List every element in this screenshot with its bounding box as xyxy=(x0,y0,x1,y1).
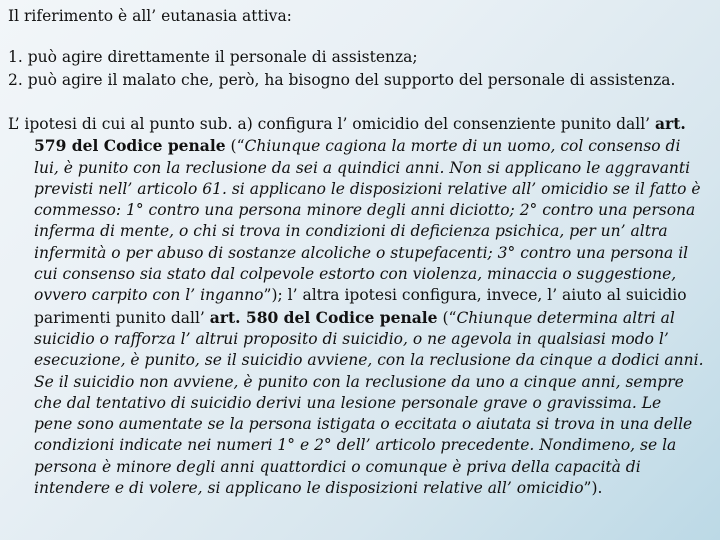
body-line xyxy=(8,414,712,435)
body-text: (“ xyxy=(225,137,245,156)
law-quote: condizioni indicate nei numeri 1° e 2° dell’ articolo precedente. Nondimeno, se la xyxy=(34,436,677,455)
article-ref: art. xyxy=(655,114,686,133)
law-quote: pene sono aumentate se la persona istigata o eccitata o aiutata si trova in una delle xyxy=(34,415,693,434)
body-text: (“ xyxy=(437,308,457,327)
body-line xyxy=(8,135,712,157)
body-line xyxy=(8,158,712,179)
law-quote: Se il suicidio non avviene, è punito con la reclusione da uno a cinque anni, sempre xyxy=(34,372,684,391)
body-line xyxy=(8,243,712,264)
list-item: 2. può agire il malato che, però, ha bisogno del supporto del personale di assistenza. xyxy=(8,71,676,89)
law-quote: intendere e di volere, si applicano le disposizioni relative all’ omicidio xyxy=(34,479,584,498)
body-text: parimenti punito dall’ xyxy=(34,308,210,327)
body-line xyxy=(8,285,712,306)
body-line xyxy=(8,221,712,242)
intro-heading: Il riferimento è all’ eutanasia attiva: xyxy=(8,7,292,25)
body-line xyxy=(8,372,712,393)
law-quote: commesso: 1° contro una persona minore degli anni diciotto; 2° contro una persona xyxy=(34,201,696,220)
body-line xyxy=(8,200,712,221)
body-line xyxy=(8,307,712,329)
body-line xyxy=(8,350,712,371)
body-line xyxy=(8,457,712,478)
body-line xyxy=(8,393,712,414)
law-quote: Chiunque cagiona la morte di un uomo, col consenso di xyxy=(244,137,681,156)
body-line xyxy=(8,113,712,135)
body-line xyxy=(8,264,712,285)
body-line xyxy=(8,435,712,456)
body-text: L’ ipotesi di cui al punto sub. a) configura l’ omicidio del consenziente punito dall’ xyxy=(8,115,656,133)
law-quote: persona è minore degli anni quattordici o comunque è priva della capacità di xyxy=(34,457,641,476)
law-quote: esecuzione, è punito, se il suicidio avviene, con la reclusione da cinque a dodici anni. xyxy=(34,351,704,370)
body-text: ”). xyxy=(583,479,603,498)
list-item: 1. può agire direttamente il personale di assistenza; xyxy=(8,48,418,66)
law-quote: inferma di mente, o chi si trova in condizioni di deficienza psichica, per un’ altra xyxy=(34,222,668,241)
body-text: ”); l’ altra ipotesi configura, invece, l’ aiuto al suicidio xyxy=(263,286,687,305)
numbered-list xyxy=(8,46,675,92)
article-ref: 579 del Codice penale xyxy=(34,136,226,156)
law-quote: che dal tentativo di suicidio derivi una lesione personale grave o gravissima. Le xyxy=(34,393,662,412)
law-quote: suicidio o rafforza l’ altrui proposito di suicidio, o ne agevola in qualsiasi modo l’ xyxy=(34,329,669,348)
law-quote: previsti nell’ articolo 61. si applicano le disposizioni relative all’ omicidio se il fatto è xyxy=(34,179,701,198)
body-line xyxy=(8,329,712,350)
body-line xyxy=(8,179,712,200)
body-line xyxy=(8,478,712,499)
law-quote: cui consenso sia stato dal colpevole estorto con violenza, minaccia o suggestione, xyxy=(34,265,677,284)
law-quote: ovvero carpito con l’ inganno xyxy=(34,286,264,305)
body-paragraph xyxy=(8,113,712,499)
law-quote: Chiunque determina altri al xyxy=(456,308,675,327)
article-ref: art. 580 del Codice penale xyxy=(209,307,438,327)
law-quote: lui, è punito con la reclusione da sei a quindici anni. Non si applicano le aggravanti xyxy=(34,158,691,177)
law-quote: infermità o per abuso di sostanze alcoliche o stupefacenti; 3° contro una persona il xyxy=(34,243,689,262)
